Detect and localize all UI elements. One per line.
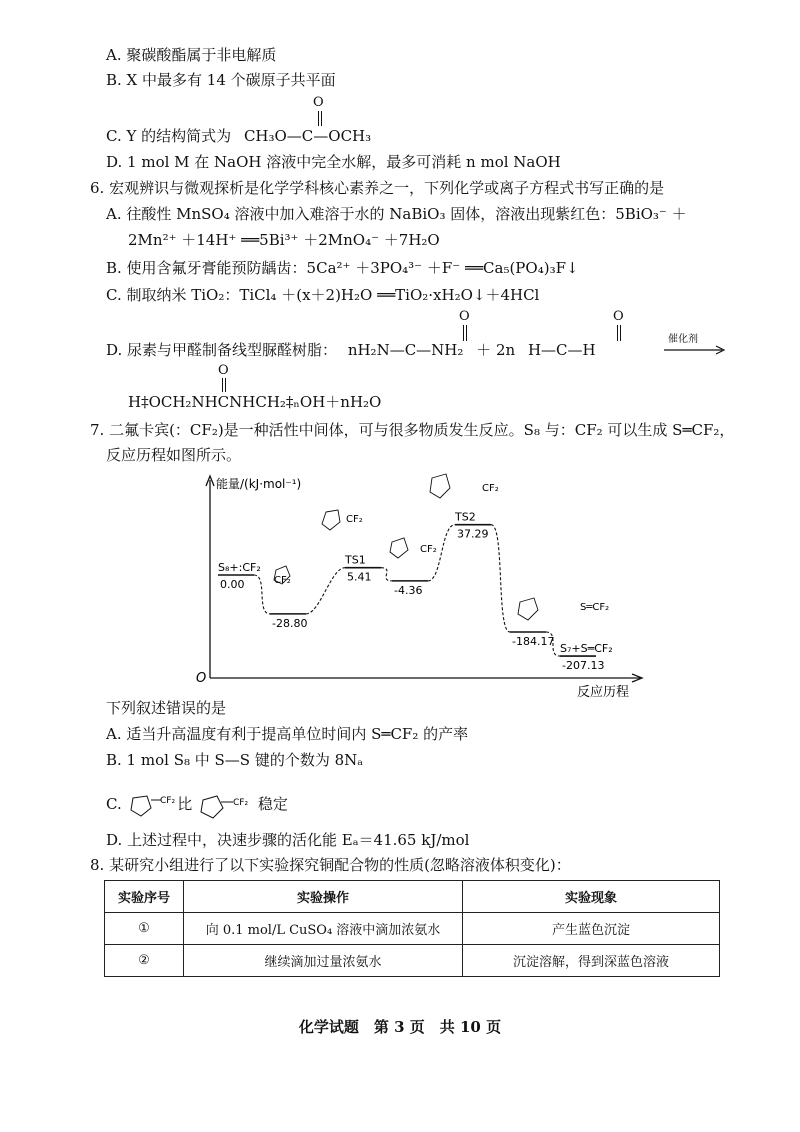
urea-double-bond	[463, 325, 464, 341]
energy-path-segment	[491, 525, 510, 632]
q6-option-d-line2: H‡OCH₂NHCNHCH₂‡ₙOH＋nH₂O	[128, 393, 382, 411]
svg-text:CF₂: CF₂	[233, 798, 249, 808]
energy-value-label: 37.29	[457, 527, 489, 541]
energy-value-label: 0.00	[220, 578, 245, 591]
q8-stem: 8. 某研究小组进行了以下实验探究铜配合物的性质(忽略溶液体积变化)：	[90, 856, 571, 874]
q6-option-d-label: D. 尿素与甲醛制备线型脲醛树脂：	[106, 341, 338, 359]
energy-level-name: S₈+:CF₂	[218, 561, 261, 574]
energy-value-label: -184.17	[512, 635, 555, 648]
formaldehyde-formula: H—C—H	[527, 341, 596, 359]
page-footer: 化学试题 第 3 页 共 10 页	[298, 1018, 502, 1036]
q6-option-a-line1: A. 往酸性 MnSO₄ 溶液中加入难溶于水的 NaBiO₃ 固体，溶液出现紫红色：5BiO₃⁻ ＋	[106, 205, 687, 223]
q7-option-c	[106, 790, 288, 820]
q6-option-d-line1	[106, 340, 596, 360]
q7-option-c-stable: 稳定	[257, 795, 288, 813]
q7-stem-line1: 7. 二氟卡宾(：CF₂)是一种活性中间体，可与很多物质发生反应。S₈ 与：CF₂ 可以生成 S═CF₂，	[90, 421, 735, 439]
energy-levels	[218, 511, 613, 672]
energy-level-name: TS2	[455, 510, 476, 524]
q5-option-a: A. 聚碳酸酯属于非电解质	[106, 46, 277, 64]
q5-option-d: D. 1 mol M 在 NaOH 溶液中完全水解，最多可消耗 n mol NaOH	[106, 153, 561, 171]
q6-option-c: C. 制取纳米 TiO₂：TiCl₄ ＋(x＋2)H₂O ══TiO₂·xH₂O↓＋4HCl	[106, 286, 540, 304]
column-header: 实验操作	[184, 881, 463, 913]
hcho-double-bond	[617, 325, 618, 341]
species-label: CF₂	[420, 544, 437, 555]
energy-path-segment	[254, 575, 270, 614]
q5-option-c-structure: CH₃O—C—OCH₃	[243, 127, 372, 145]
q7-option-c-comparison: 比	[177, 795, 193, 813]
column-header: 实验序号	[105, 881, 184, 913]
urea-double-bond-2	[466, 325, 467, 341]
q7-question-intro: 下列叙述错误的是	[106, 699, 227, 717]
energy-profile-chart	[0, 460, 800, 700]
carbonyl-double-bond	[318, 111, 319, 126]
experiment-table	[104, 880, 720, 977]
reactant-plus: ＋ 2n	[476, 341, 516, 359]
q6-stem: 6. 宏观辨识与微观探析是化学学科核心素养之一，下列化学或离子方程式书写正确的是	[90, 179, 665, 197]
catalyst-label: 催化剂	[668, 334, 698, 345]
table-cell: 继续滴加过量浓氨水	[184, 945, 463, 977]
q7-option-b: B. 1 mol S₈ 中 S—S 键的个数为 8Nₐ	[106, 751, 364, 769]
table-cell: ②	[105, 945, 184, 977]
carbonyl-double-bond-2	[321, 111, 322, 126]
q7-option-d: D. 上述过程中，决速步骤的活化能 Eₐ＝41.65 kJ/mol	[106, 831, 470, 849]
reaction-arrow-icon	[664, 345, 728, 355]
q6-option-a-line2: 2Mn²⁺ ＋14H⁺ ══5Bi³⁺ ＋2MnO₄⁻ ＋7H₂O	[128, 231, 440, 249]
energy-value-label: -28.80	[272, 616, 308, 630]
q7-option-c-label: C.	[106, 795, 122, 813]
table-cell: ①	[105, 913, 184, 945]
hcho-double-bond-2	[620, 325, 621, 341]
origin-label: O	[196, 671, 207, 686]
energy-value-label: 5.41	[347, 570, 372, 584]
q5-option-c-label: C. Y 的结构简式为	[106, 127, 232, 145]
urea-formula: nH₂N—C—NH₂	[347, 341, 464, 359]
q5-option-b: B. X 中最多有 14 个碳原子共平面	[106, 71, 336, 89]
energy-level-name: S₇+S═CF₂	[560, 642, 613, 656]
species-label: CF₂	[482, 483, 499, 494]
column-header: 实验现象	[463, 881, 720, 913]
species-label: CF₂	[346, 514, 363, 525]
table-header-row	[105, 881, 720, 913]
energy-path-segment	[306, 568, 345, 614]
resin-carbonyl-oxygen: O	[218, 363, 229, 378]
hcho-carbonyl-oxygen: O	[613, 309, 624, 324]
svg-text:CF₂: CF₂	[159, 796, 175, 806]
table-cell: 产生蓝色沉淀	[463, 913, 720, 945]
carbonyl-oxygen-label: O	[313, 95, 324, 110]
sulfur-ring-icons	[274, 474, 538, 620]
urea-carbonyl-oxygen: O	[459, 309, 470, 324]
x-axis-label: 反应历程	[577, 685, 630, 700]
energy-path-segment	[381, 568, 392, 581]
y-axis-label: 能量/(kJ·mol⁻¹)	[216, 477, 302, 491]
q6-option-b: B. 使用含氟牙膏能预防龋齿：5Ca²⁺ ＋3PO₄³⁻ ＋F⁻ ══Ca₅(PO₄)₃F↓	[106, 259, 579, 277]
species-label: CF₂	[274, 575, 291, 586]
q7-stem-line2: 反应历程如图所示。	[106, 446, 242, 464]
ring-structure-1-icon	[127, 792, 173, 818]
table-cell: 沉淀溶解，得到深蓝色溶液	[463, 945, 720, 977]
resin-double-bond-2	[225, 378, 226, 392]
energy-value-label: -207.13	[562, 659, 605, 673]
ring-structure-2-icon	[197, 790, 253, 820]
q7-option-a: A. 适当升高温度有利于提高单位时间内 S═CF₂ 的产率	[106, 725, 469, 743]
energy-value-label: -4.36	[394, 583, 423, 597]
energy-level-name: TS1	[345, 553, 366, 567]
resin-double-bond	[222, 378, 223, 392]
table-row	[105, 913, 720, 945]
table-row	[105, 945, 720, 977]
species-label: S═CF₂	[580, 602, 610, 613]
q5-option-c	[106, 126, 371, 146]
table-cell: 向 0.1 mol/L CuSO₄ 溶液中滴加浓氨水	[184, 913, 463, 945]
